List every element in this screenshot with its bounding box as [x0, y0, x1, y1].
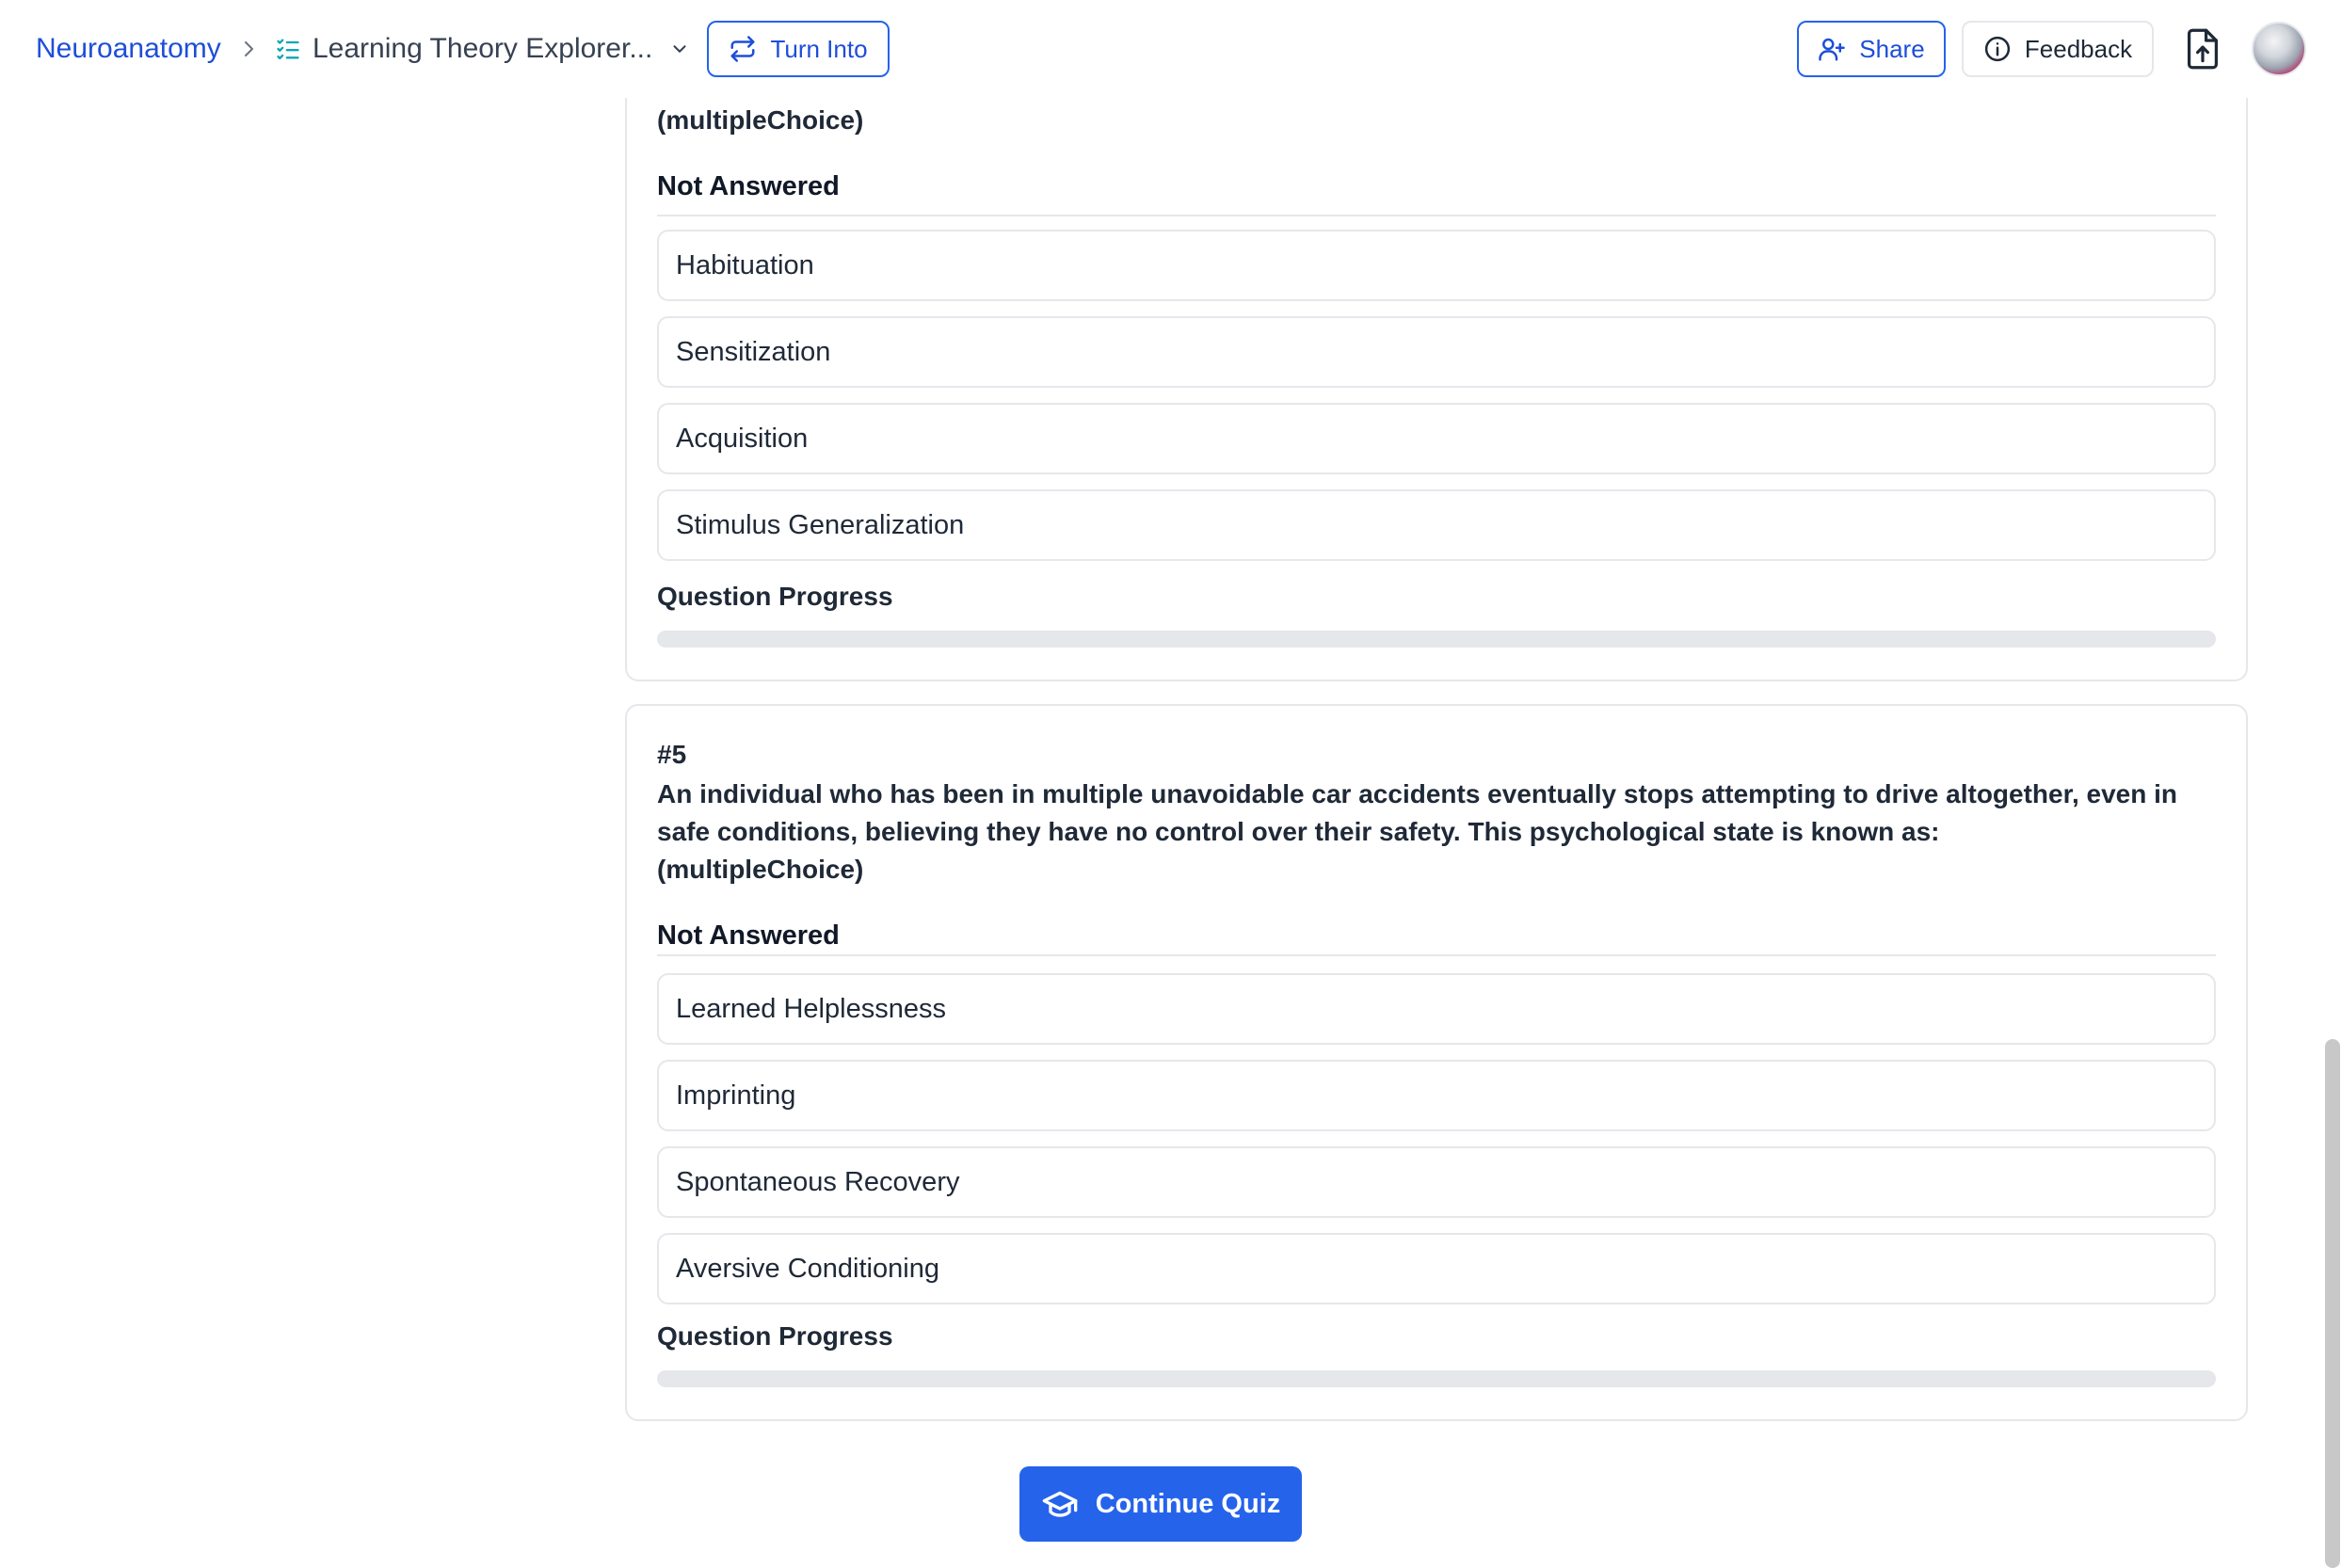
feedback-button[interactable] [1962, 21, 2154, 77]
answer-status: Not Answered [657, 920, 840, 951]
continue-quiz-button[interactable] [1019, 1466, 1302, 1542]
share-label: Share [1859, 34, 1925, 63]
answer-option-sensitization[interactable]: Sensitization [657, 316, 2216, 388]
question-number: #5 [657, 740, 687, 769]
chevron-down-icon [669, 39, 690, 59]
question-type: (multipleChoice) [657, 105, 864, 135]
repeat-icon [729, 35, 757, 63]
graduation-cap-icon [1041, 1485, 1079, 1523]
user-plus-icon [1818, 35, 1846, 63]
question-card-5 [625, 704, 2248, 1421]
file-upload-icon[interactable] [2186, 28, 2220, 70]
question-text: An individual who has been in multiple unavoidable car accidents eventually stops attempting to drive altogether, even in safe conditions, believing they have no control over their safety. This psychological state is known as: [657, 779, 2178, 846]
question-progress-bar [657, 1370, 2216, 1387]
top-bar [0, 0, 2342, 98]
question-progress-label: Question Progress [657, 582, 893, 611]
turn-into-button[interactable] [707, 21, 890, 77]
answer-option-acquisition[interactable]: Acquisition [657, 403, 2216, 474]
avatar[interactable] [2252, 22, 2306, 76]
answer-option-imprinting[interactable]: Imprinting [657, 1060, 2216, 1131]
continue-quiz-label: Continue Quiz [1095, 1488, 1281, 1519]
chevron-right-icon [237, 36, 260, 62]
feedback-label: Feedback [2024, 34, 2133, 63]
divider [657, 215, 2216, 216]
share-button[interactable] [1797, 21, 1946, 77]
scrollbar-thumb[interactable] [2325, 1039, 2340, 1568]
question-card-4 [625, 0, 2248, 681]
answer-option-habituation[interactable]: Habituation [657, 230, 2216, 301]
breadcrumb-root-link[interactable]: Neuroanatomy [36, 33, 221, 64]
turn-into-label: Turn Into [770, 34, 868, 63]
document-title: Learning Theory Explorer... [313, 33, 653, 64]
answer-option-learned-helplessness[interactable]: Learned Helplessness [657, 973, 2216, 1045]
checklist-icon [275, 36, 301, 62]
answer-option-aversive-conditioning[interactable]: Aversive Conditioning [657, 1233, 2216, 1304]
answer-option-spontaneous-recovery[interactable]: Spontaneous Recovery [657, 1146, 2216, 1218]
answer-status: Not Answered [657, 171, 840, 201]
document-title-dropdown[interactable] [275, 30, 690, 68]
answer-option-stimulus-generalization[interactable]: Stimulus Generalization [657, 489, 2216, 561]
question-type: (multipleChoice) [657, 855, 864, 884]
question-progress-bar [657, 631, 2216, 648]
info-icon [1983, 35, 2012, 63]
divider [657, 954, 2216, 956]
question-progress-label: Question Progress [657, 1321, 893, 1351]
